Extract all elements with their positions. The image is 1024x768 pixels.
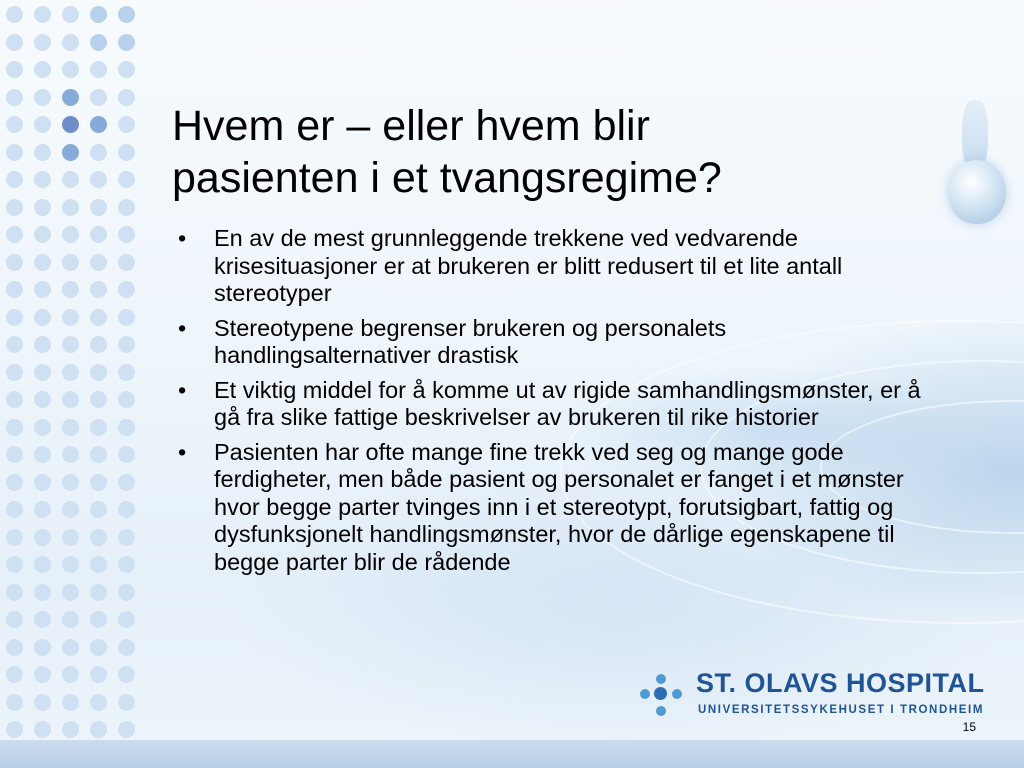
decorative-dot	[90, 584, 107, 601]
decorative-dot	[34, 556, 51, 573]
decorative-dot	[6, 171, 23, 188]
decorative-dot	[118, 309, 135, 326]
decorative-dot	[34, 144, 51, 161]
decorative-dot	[62, 309, 79, 326]
decorative-dot	[90, 226, 107, 243]
decorative-dot	[6, 694, 23, 711]
decorative-dot	[34, 446, 51, 463]
decorative-dot	[34, 501, 51, 518]
decorative-dot	[62, 199, 79, 216]
decorative-dot	[6, 666, 23, 683]
decorative-dot	[34, 199, 51, 216]
decorative-dot	[90, 556, 107, 573]
decorative-dot	[118, 694, 135, 711]
logo-subtitle: UNIVERSITETSSYKEHUSET I TRONDHEIM	[698, 704, 985, 716]
decorative-dot	[34, 584, 51, 601]
decorative-dot	[118, 34, 135, 51]
decorative-dot	[90, 529, 107, 546]
decorative-dot	[34, 639, 51, 656]
decorative-dot	[6, 474, 23, 491]
decorative-dot	[62, 336, 79, 353]
decorative-dot	[34, 171, 51, 188]
decorative-dot	[118, 501, 135, 518]
decorative-dot	[118, 144, 135, 161]
decorative-dot	[6, 584, 23, 601]
decorative-dot	[6, 309, 23, 326]
decorative-dot	[34, 419, 51, 436]
decorative-dot	[6, 611, 23, 628]
decorative-dot	[118, 639, 135, 656]
decorative-dot	[118, 89, 135, 106]
water-drop-icon	[948, 160, 1006, 224]
decorative-dot	[34, 116, 51, 133]
decorative-dot	[118, 254, 135, 271]
decorative-dot	[34, 226, 51, 243]
decorative-dot	[62, 171, 79, 188]
decorative-dot	[6, 61, 23, 78]
decorative-dot	[118, 584, 135, 601]
decorative-dot	[6, 721, 23, 738]
bullet-item: • Pasienten har ofte mange fine trekk ved seg og mange gode ferdigheter, men både pasient og personalet er fanget i et mønster hvor begge parter tvinges inn i et stereotypt, forutsigbart, fattig og dysfunksjonelt handlingsmønster, hvor de dårlige egenskapene til begge parter blir de rådende	[172, 439, 947, 577]
decorative-dot	[90, 61, 107, 78]
decorative-dot	[118, 529, 135, 546]
decorative-dot	[62, 474, 79, 491]
decorative-dot-grid	[0, 0, 150, 740]
decorative-dot	[118, 364, 135, 381]
decorative-dot	[34, 364, 51, 381]
title-line-1: Hvem er – eller hvem blir	[172, 102, 650, 150]
decorative-dot	[34, 391, 51, 408]
decorative-dot	[90, 666, 107, 683]
decorative-dot	[90, 501, 107, 518]
hospital-logo	[636, 668, 996, 724]
decorative-dot	[62, 584, 79, 601]
decorative-dot	[6, 336, 23, 353]
decorative-dot	[118, 391, 135, 408]
decorative-dot	[62, 529, 79, 546]
decorative-dot	[6, 144, 23, 161]
decorative-dot	[62, 116, 79, 133]
decorative-dot	[90, 116, 107, 133]
decorative-dot	[62, 254, 79, 271]
decorative-dot	[6, 419, 23, 436]
decorative-dot	[62, 639, 79, 656]
decorative-dot	[34, 61, 51, 78]
decorative-dot	[118, 116, 135, 133]
decorative-dot	[34, 694, 51, 711]
decorative-dot	[90, 419, 107, 436]
decorative-dot	[6, 34, 23, 51]
decorative-dot	[6, 89, 23, 106]
decorative-dot	[90, 364, 107, 381]
decorative-dot	[34, 254, 51, 271]
decorative-dot	[118, 199, 135, 216]
decorative-dot	[118, 556, 135, 573]
decorative-dot	[90, 639, 107, 656]
decorative-dot	[6, 281, 23, 298]
decorative-dot	[6, 116, 23, 133]
decorative-dot	[90, 694, 107, 711]
decorative-dot	[118, 171, 135, 188]
decorative-dot	[62, 364, 79, 381]
decorative-dot	[62, 226, 79, 243]
decorative-dot	[90, 6, 107, 23]
decorative-dot	[34, 336, 51, 353]
decorative-dot	[90, 144, 107, 161]
decorative-dot	[62, 61, 79, 78]
decorative-dot	[62, 721, 79, 738]
decorative-dot	[90, 199, 107, 216]
decorative-dot	[62, 501, 79, 518]
decorative-dot	[6, 199, 23, 216]
decorative-dot	[90, 281, 107, 298]
decorative-dot	[6, 254, 23, 271]
decorative-dot	[62, 6, 79, 23]
decorative-dot	[90, 89, 107, 106]
decorative-dot	[62, 666, 79, 683]
decorative-dot	[118, 419, 135, 436]
decorative-dot	[62, 611, 79, 628]
decorative-dot	[90, 391, 107, 408]
decorative-dot	[34, 611, 51, 628]
decorative-dot	[90, 171, 107, 188]
decorative-dot	[6, 529, 23, 546]
decorative-dot	[62, 144, 79, 161]
decorative-dot	[34, 474, 51, 491]
slide-title	[172, 100, 832, 204]
decorative-dot	[118, 474, 135, 491]
logo-dot-icon	[656, 706, 666, 716]
decorative-dot	[34, 281, 51, 298]
decorative-dot	[6, 556, 23, 573]
decorative-dot	[6, 501, 23, 518]
bullet-item: • Et viktig middel for å komme ut av rigide samhandlingsmønster, er å gå fra slike fattige beskrivelser av brukeren til rike historier	[172, 377, 947, 432]
logo-dot-icon	[640, 689, 650, 699]
footer-band	[0, 740, 1024, 768]
decorative-dot	[62, 694, 79, 711]
decorative-dot	[62, 556, 79, 573]
decorative-dot	[118, 666, 135, 683]
decorative-dot	[118, 611, 135, 628]
decorative-dot	[34, 529, 51, 546]
logo-name: ST. OLAVS HOSPITAL	[696, 668, 985, 698]
decorative-dot	[34, 721, 51, 738]
decorative-dot	[34, 666, 51, 683]
decorative-dot	[62, 419, 79, 436]
decorative-dot	[34, 6, 51, 23]
decorative-dot	[90, 611, 107, 628]
title-line-2: pasienten i et tvangsregime?	[172, 154, 722, 202]
decorative-dot	[34, 309, 51, 326]
decorative-dot	[62, 34, 79, 51]
decorative-dot	[90, 336, 107, 353]
decorative-dot	[90, 309, 107, 326]
decorative-dot	[62, 89, 79, 106]
decorative-dot	[90, 721, 107, 738]
decorative-dot	[6, 639, 23, 656]
decorative-dot	[34, 34, 51, 51]
decorative-dot	[6, 391, 23, 408]
decorative-dot	[118, 61, 135, 78]
decorative-dot	[118, 281, 135, 298]
decorative-dot	[90, 34, 107, 51]
decorative-dot	[6, 364, 23, 381]
decorative-dot	[118, 446, 135, 463]
decorative-dot	[118, 336, 135, 353]
decorative-dot	[118, 226, 135, 243]
bullet-list	[172, 225, 947, 583]
decorative-dot	[62, 281, 79, 298]
logo-dot-icon	[672, 689, 682, 699]
bullet-item: • En av de mest grunnleggende trekkene ved vedvarende krisesituasjoner er at brukeren er blitt redusert til et lite antall stereotyper	[172, 225, 947, 308]
decorative-dot	[118, 721, 135, 738]
decorative-dot	[90, 474, 107, 491]
slide-number: 15	[962, 720, 976, 734]
decorative-dot	[90, 446, 107, 463]
logo-dot-icon	[656, 674, 666, 684]
logo-dot-icon	[654, 687, 667, 700]
decorative-dot	[6, 6, 23, 23]
decorative-dot	[34, 89, 51, 106]
decorative-dot	[62, 446, 79, 463]
decorative-dot	[62, 391, 79, 408]
decorative-dot	[6, 446, 23, 463]
decorative-dot	[6, 226, 23, 243]
decorative-dot	[118, 6, 135, 23]
decorative-dot	[90, 254, 107, 271]
bullet-item: • Stereotypene begrenser brukeren og personalets handlingsalternativer drastisk	[172, 315, 947, 370]
